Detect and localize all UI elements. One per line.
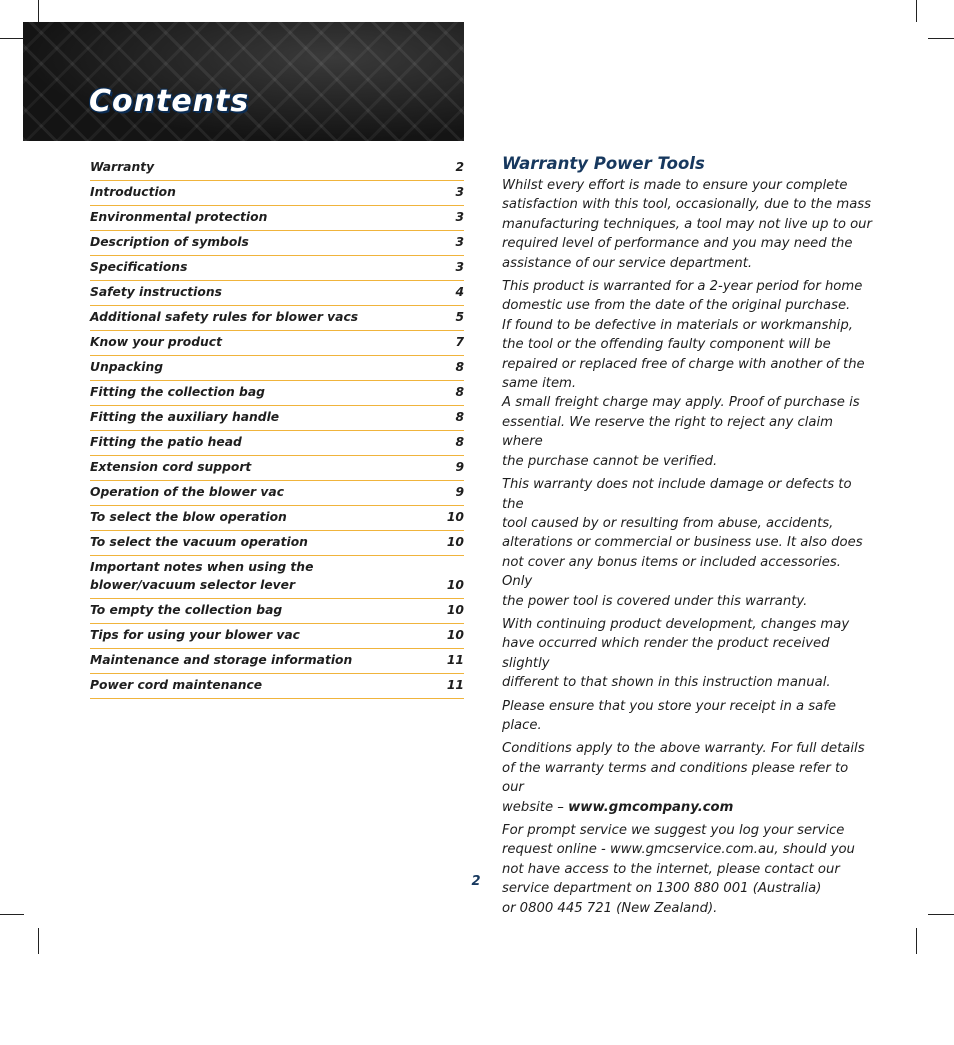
toc-entry-label: To empty the collection bag	[90, 603, 283, 617]
crop-mark	[0, 914, 24, 915]
toc-entry-page: 10	[446, 628, 464, 642]
toc-entry-label: Fitting the collection bag	[90, 385, 265, 399]
toc-entry-page: 8	[455, 385, 464, 399]
toc-row[interactable]	[90, 531, 464, 556]
warranty-paragraph: Whilst every effort is made to ensure your complete satisfaction with this tool, occasionally, due to the mass manufacturing techniques, a tool may not live up to our required level of performance and you may need the assistance of our service department.	[502, 178, 872, 271]
crop-mark	[928, 914, 954, 915]
toc-entry-page: 11	[446, 653, 464, 667]
toc-row[interactable]	[90, 381, 464, 406]
toc-row[interactable]	[90, 331, 464, 356]
crop-mark	[38, 928, 39, 954]
toc-row[interactable]	[90, 281, 464, 306]
toc-entry-page: 3	[455, 185, 464, 199]
toc-row[interactable]	[90, 156, 464, 181]
toc-row[interactable]	[90, 481, 464, 506]
warranty-paragraph: Please ensure that you store your receipt in a safe place.	[502, 698, 836, 733]
toc-entry-page: 10	[446, 535, 464, 549]
toc-row[interactable]	[90, 556, 464, 599]
toc-entry-page: 2	[455, 160, 464, 174]
warranty-service-paragraph: For prompt service we suggest you log your service request online - www.gmcservice.com.au, should you not have access to the internet, please contact our service department on 1300 880 001 (Australia) or 0800 445 721 (New Zealand).	[502, 823, 855, 916]
toc-entry-label: To select the blow operation	[90, 510, 287, 524]
table-of-contents	[90, 156, 464, 699]
toc-row[interactable]	[90, 256, 464, 281]
crop-mark	[916, 928, 917, 954]
toc-row[interactable]	[90, 406, 464, 431]
toc-entry-page: 8	[455, 435, 464, 449]
toc-entry-label: Environmental protection	[90, 210, 268, 224]
toc-entry-label: Fitting the auxiliary handle	[90, 410, 280, 424]
toc-entry-page: 9	[455, 485, 464, 499]
toc-row[interactable]	[90, 231, 464, 256]
page-title: Contents	[89, 84, 250, 119]
toc-row[interactable]	[90, 674, 464, 699]
toc-entry-page: 10	[446, 510, 464, 524]
toc-row[interactable]	[90, 624, 464, 649]
toc-entry-page: 5	[455, 310, 464, 324]
toc-entry-label: Unpacking	[90, 360, 164, 374]
toc-entry-page: 4	[455, 285, 464, 299]
conditions-text: Conditions apply to the above warranty. For full details of the warranty terms and conditions please refer to our website –	[502, 741, 865, 815]
toc-entry-label: Power cord maintenance	[90, 678, 263, 692]
toc-entry-label: Important notes when using the blower/vacuum selector lever	[90, 560, 314, 592]
toc-entry-page: 7	[455, 335, 464, 349]
warranty-section	[502, 154, 872, 922]
toc-entry-page: 11	[446, 678, 464, 692]
toc-entry-label: Safety instructions	[90, 285, 222, 299]
toc-entry-page: 3	[455, 235, 464, 249]
header-banner	[23, 22, 464, 141]
toc-entry-label: Introduction	[90, 185, 176, 199]
toc-entry-page: 10	[446, 578, 464, 592]
toc-entry-label: Additional safety rules for blower vacs	[90, 310, 359, 324]
toc-entry-label: Specifications	[90, 260, 188, 274]
crop-mark	[928, 38, 954, 39]
toc-entry-page: 9	[455, 460, 464, 474]
toc-entry-page: 3	[455, 260, 464, 274]
page-number: 2	[471, 874, 481, 889]
toc-entry-label: Operation of the blower vac	[90, 485, 284, 499]
crop-mark	[916, 0, 917, 22]
warranty-conditions	[502, 739, 872, 817]
crop-mark	[0, 38, 24, 39]
crop-mark	[38, 0, 39, 22]
toc-row[interactable]	[90, 431, 464, 456]
toc-row[interactable]	[90, 456, 464, 481]
warranty-body	[502, 176, 872, 735]
toc-entry-label: Tips for using your blower vac	[90, 628, 300, 642]
toc-entry-page: 8	[455, 410, 464, 424]
toc-row[interactable]	[90, 181, 464, 206]
website-link[interactable]: www.gmcompany.com	[568, 799, 734, 815]
toc-row[interactable]	[90, 649, 464, 674]
toc-entry-label: Extension cord support	[90, 460, 252, 474]
toc-entry-page: 3	[455, 210, 464, 224]
toc-entry-page: 8	[455, 360, 464, 374]
toc-entry-label: Description of symbols	[90, 235, 249, 249]
toc-row[interactable]	[90, 306, 464, 331]
toc-row[interactable]	[90, 599, 464, 624]
toc-entry-label: Fitting the patio head	[90, 435, 242, 449]
warranty-paragraph: This warranty does not include damage or defects to the tool caused by or resulting from abuse, accidents, alterations or commercial or business use. It also does not cover any bonus items or included accessories. Only the power tool is covered under this warranty.	[502, 477, 863, 609]
toc-entry-label: Warranty	[90, 160, 155, 174]
toc-entry-page: 10	[446, 603, 464, 617]
toc-row[interactable]	[90, 206, 464, 231]
warranty-heading: Warranty Power Tools	[502, 154, 705, 173]
toc-row[interactable]	[90, 506, 464, 531]
warranty-paragraph: This product is warranted for a 2-year period for home domestic use from the date of the original purchase. If found to be defective in materials or workmanship, the tool or the offending faulty component will be repaired or replaced free of charge with another of the same item. A small freight charge may apply. Proof of purchase is essential. We reserve the right to reject any claim where the purchase cannot be verified.	[502, 279, 865, 469]
toc-entry-label: To select the vacuum operation	[90, 535, 308, 549]
toc-row[interactable]	[90, 356, 464, 381]
warranty-paragraph: With continuing product development, changes may have occurred which render the product received slightly different to that shown in this instruction manual.	[502, 616, 850, 691]
toc-entry-label: Know your product	[90, 335, 222, 349]
toc-entry-label: Maintenance and storage information	[90, 653, 353, 667]
